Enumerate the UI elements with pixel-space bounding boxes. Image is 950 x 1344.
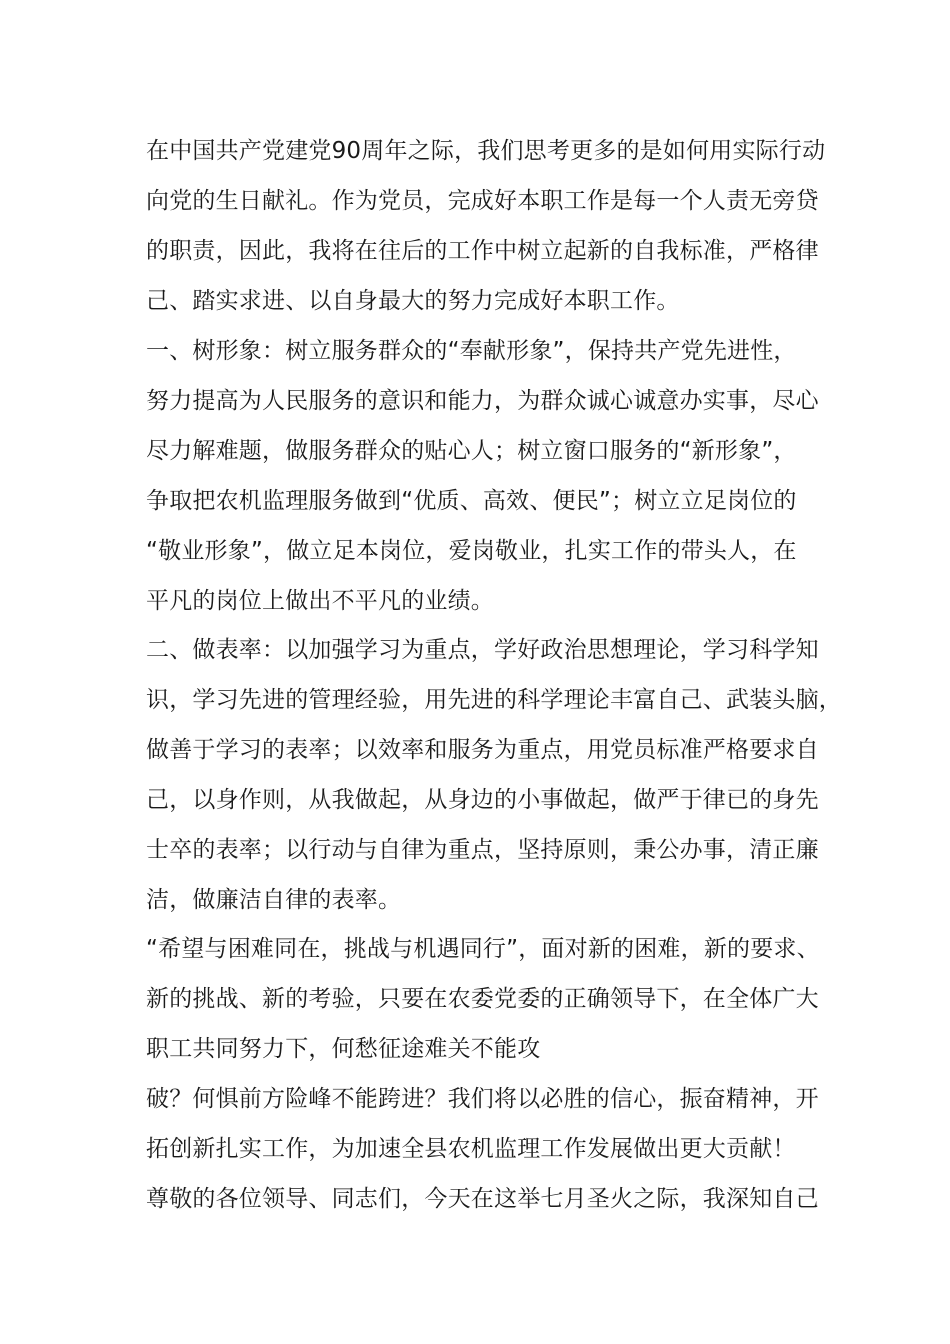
text-line: 向党的生日献礼。作为党员，完成好本职工作是每一个人责无旁贷: [146, 188, 819, 214]
text-line: 破？何惧前方险峰不能跨进？我们将以必胜的信心，振奋精神，开: [146, 1086, 819, 1112]
text-line: 拓创新扎实工作，为加速全县农机监理工作发展做出更大贡献！: [146, 1136, 796, 1162]
text-line: 做善于学习的表率；以效率和服务为重点，用党员标准严格要求自: [146, 737, 819, 763]
text-line: 尊敬的各位领导、同志们，今天在这举七月圣火之际，我深知自己: [146, 1186, 819, 1212]
text-line: 努力提高为人民服务的意识和能力，为群众诚心诚意办实事，尽心: [146, 388, 819, 414]
text-line: 平凡的岗位上做出不平凡的业绩。: [146, 588, 494, 614]
text-line: 士卒的表率；以行动与自律为重点，坚持原则，秉公办事，清正廉: [146, 837, 819, 863]
text-line: 己，以身作则，从我做起，从身边的小事做起，做严于律已的身先: [146, 787, 819, 813]
text-line: 新的挑战、新的考验，只要在农委党委的正确领导下，在全体广大: [146, 986, 819, 1012]
text-line: 识，学习先进的管理经验，用先进的科学理论丰富自己、武装头脑，: [146, 687, 842, 713]
text-line: 一、树形象：树立服务群众的“奉献形象”，保持共产党先进性，: [146, 338, 797, 364]
text-line: 尽力解难题，做服务群众的贴心人；树立窗口服务的“新形象”，: [146, 438, 797, 464]
text-line: “希望与困难同在，挑战与机遇同行”，面对新的困难，新的要求、: [146, 936, 820, 962]
text-line: 的职责，因此，我将在往后的工作中树立起新的自我标准，严格律: [146, 238, 819, 264]
text-line: 争取把农机监理服务做到“优质、高效、便民”；树立立足岗位的: [146, 488, 797, 514]
text-line: “敬业形象”，做立足本岗位，爱岗敬业，扎实工作的带头人，在: [146, 538, 797, 564]
text-line: 二、做表率：以加强学习为重点，学好政治思想理论，学习科学知: [146, 637, 819, 663]
text-line: 职工共同努力下，何愁征途难关不能攻: [146, 1036, 541, 1062]
text-line: 在中国共产党建党90周年之际，我们思考更多的是如何用实际行动: [146, 138, 826, 164]
text-line: 己、踏实求进、以自身最大的努力完成好本职工作。: [146, 288, 680, 314]
text-line: 洁，做廉洁自律的表率。: [146, 887, 402, 913]
